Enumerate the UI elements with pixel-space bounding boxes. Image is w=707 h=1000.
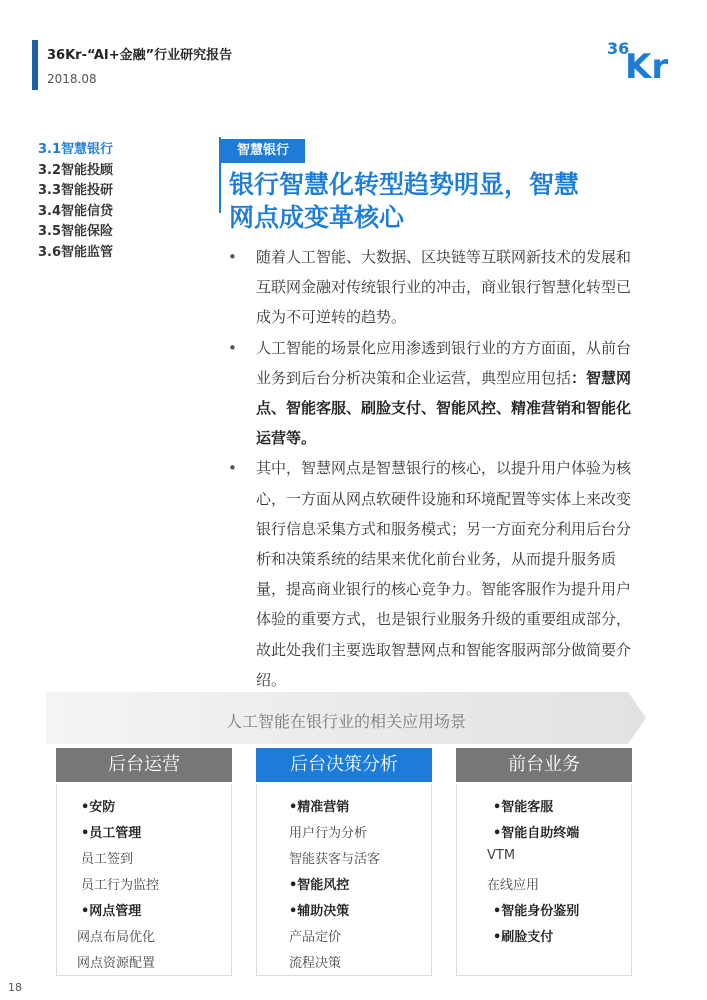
bullet-text: 其中，智慧网点是智慧银行的核心，以提升用户体验为核心，一方面从网点软硬件设施和环境配置等实体上来改变银行信息采集方式和服务模式；另一方面充分利用后台分析和决策系统的结果来优化前台业务，从而提升服务质量，提高商业银行的核心竞争力。智能客服作为提升用户体验的重要方式，也是银行业服务升级的重要组成部分，故此处我们主要选取智慧网点和智能客服两部分做简要介绍。 [256, 459, 632, 689]
list-item: •智能客服 [493, 800, 554, 815]
header-accent-bar [32, 40, 38, 90]
nav-item-smart-credit[interactable]: 3.4智能信贷 [38, 203, 114, 219]
page-number: 18 [8, 981, 22, 994]
list-item: 产品定价 [289, 930, 342, 945]
bullet-item [228, 333, 643, 454]
list-item: 员工行为监控 [81, 878, 160, 893]
list-item: •辅助决策 [289, 904, 350, 919]
list-item: •刷脸支付 [493, 930, 554, 945]
bullet-item [228, 242, 643, 333]
bullet-marker: • [228, 248, 237, 266]
section-nav [38, 140, 113, 263]
section-headline [229, 168, 649, 234]
bullet-marker: • [228, 338, 237, 357]
list-item: •精准营销 [289, 800, 350, 815]
36kr-logo [605, 34, 685, 82]
bullet-text: 人工智能的场景化应用渗透到银行业的方方面面，从前台业务到后台分析决策和企业运营，典型应用包括 [256, 338, 632, 387]
bullet-text: 随着人工智能、大数据、区块链等互联网新技术的发展和互联网金融对传统银行业的冲击，商业银行智慧化转型已成为不可逆转的趋势。 [256, 248, 632, 327]
nav-item-smart-insurance[interactable]: 3.5智能保险 [38, 224, 114, 239]
list-item: 网点布局优化 [77, 930, 156, 945]
report-date: 2018.08 [47, 72, 97, 86]
diagram-banner-title: 人工智能在银行业的相关应用场景 [225, 712, 466, 731]
bullet-marker: • [228, 459, 237, 478]
headline-line-2: 网点成变革核心 [229, 203, 405, 232]
nav-item-robo-advisor[interactable]: 3.2智能投顾 [38, 162, 114, 178]
col-back-office-box [56, 784, 232, 976]
svg-text:Kr: Kr [625, 47, 669, 82]
list-item: •智能自助终端 [493, 826, 580, 841]
col-front-office-title: 前台业务 [456, 748, 632, 782]
report-title: 36Kr-“AI+金融”行业研究报告 [47, 48, 233, 63]
list-item: •网点管理 [81, 904, 142, 919]
list-item: 用户行为分析 [289, 826, 368, 841]
bullet-bold-text: ：智慧网点、智能客服、刷脸支付、智能风控、精准营销和智能化运营等。 [256, 368, 632, 448]
list-item: 在线应用 [487, 878, 540, 893]
nav-item-smart-bank[interactable]: 3.1智慧银行 [38, 142, 114, 157]
col-decision-box [256, 784, 432, 976]
body-bullets [228, 242, 643, 695]
nav-item-smart-research[interactable]: 3.3智能投研 [38, 183, 114, 198]
col-back-office-title: 后台运营 [56, 748, 232, 782]
list-item: •智能风控 [289, 878, 350, 893]
section-tag: 智慧银行 [221, 139, 305, 163]
list-item: 流程决策 [289, 956, 342, 971]
nav-item-smart-regulation[interactable]: 3.6智能监管 [38, 244, 114, 260]
list-item: VTM [487, 848, 516, 863]
headline-line-1: 银行智慧化转型趋势明显，智慧 [229, 170, 580, 199]
col-decision-title: 后台决策分析 [256, 748, 432, 782]
list-item: •安防 [81, 800, 116, 815]
list-item: •智能身份鉴别 [493, 904, 580, 919]
list-item: 员工签到 [81, 852, 134, 867]
list-item: 智能获客与活客 [289, 852, 381, 867]
list-item: •员工管理 [81, 826, 142, 841]
bullet-item [228, 453, 643, 695]
svg-text:36: 36 [607, 39, 630, 58]
list-item: 网点资源配置 [77, 956, 156, 971]
col-front-office-box [456, 784, 632, 976]
